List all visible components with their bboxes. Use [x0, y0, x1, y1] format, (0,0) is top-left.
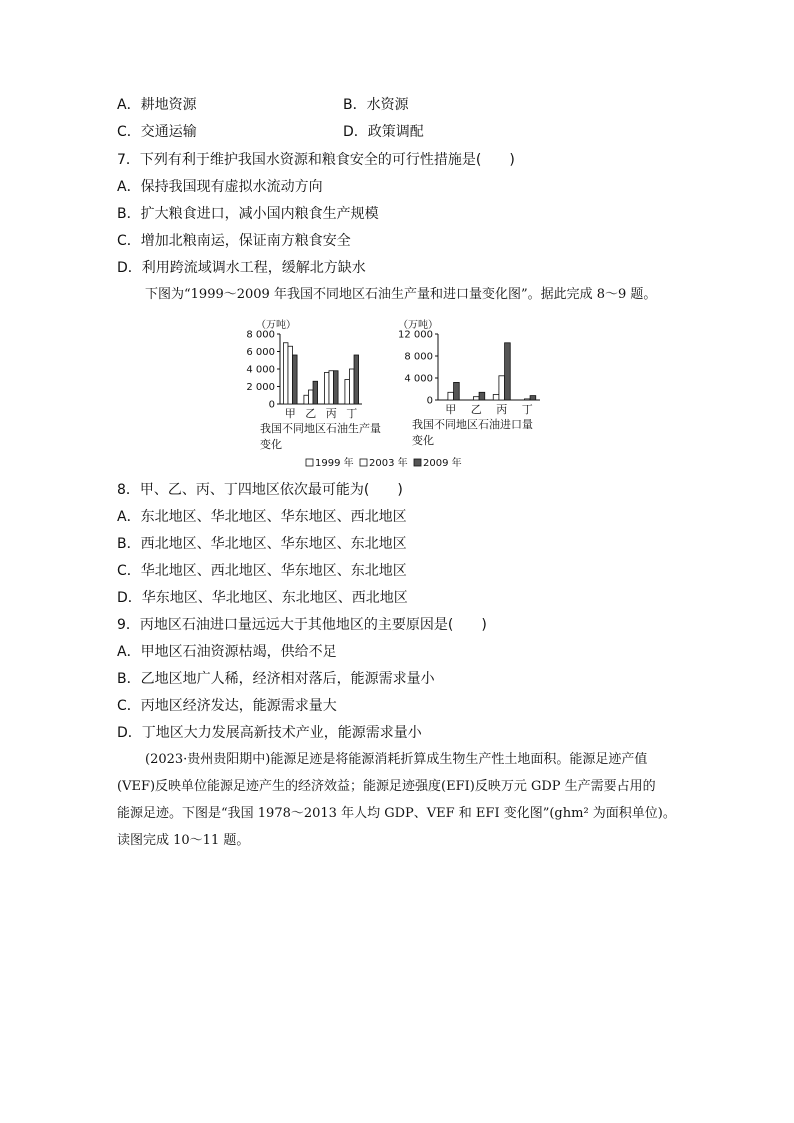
y-unit-label: （万吨）: [398, 320, 438, 331]
bar: [454, 382, 460, 400]
import-chart: [398, 318, 540, 447]
bar: [493, 395, 499, 401]
x-tick-label: 甲: [284, 407, 296, 420]
bar: [479, 392, 485, 400]
x-tick-label: 丙: [325, 407, 337, 420]
x-tick-label: 甲: [445, 403, 457, 416]
x-tick-label: 丙: [496, 403, 508, 416]
bar: [448, 392, 454, 400]
chart-figure: [240, 312, 560, 472]
x-tick-label: 乙: [470, 403, 482, 416]
q7-option-d: D．利用跨流域调水工程，缓解北方缺水: [117, 260, 366, 276]
x-tick-label: 乙: [305, 407, 317, 420]
bar: [313, 381, 318, 404]
q6-option-d: D．政策调配: [343, 124, 424, 140]
bar: [324, 373, 329, 405]
bar: [334, 371, 339, 404]
q6-option-b: B．水资源: [343, 97, 409, 113]
bar: [329, 371, 334, 404]
bar: [524, 399, 530, 400]
y-tick-label: 4 000: [404, 373, 433, 385]
bar: [473, 397, 479, 400]
intro-8-9: 下图为“1999～2009 年我国不同地区石油生产量和进口量变化图”。据此完成 8～9 题。: [145, 287, 657, 302]
y-tick-label: 4 000: [246, 364, 275, 376]
q8-option-d: D．华东地区、华北地区、东北地区、西北地区: [117, 590, 408, 606]
x-tick-label: 丁: [346, 407, 358, 420]
q7-option-c: C．增加北粮南运，保证南方粮食安全: [117, 233, 351, 249]
intro-10-11-line2: (VEF)反映单位能源足迹产生的经济效益；能源足迹强度(EFI)反映万元 GDP 生产需要占用的: [117, 779, 656, 794]
y-tick-label: 8 000: [404, 351, 433, 363]
bar: [293, 355, 298, 404]
bar: [349, 369, 354, 404]
production-chart: [246, 318, 381, 451]
intro-10-11-line1: (2023·贵州贵阳期中)能源足迹是将能源消耗折算成生物生产性土地面积。能源足迹产值: [145, 752, 648, 767]
chart-title-line1: 我国不同地区石油进口量: [412, 418, 533, 431]
q8-stem: 8．甲、乙、丙、丁四地区依次最可能为( ): [117, 482, 403, 498]
y-tick-label: 8 000: [246, 329, 275, 341]
intro-10-11-line4: 读图完成 10～11 题。: [117, 833, 250, 848]
legend-swatch: [414, 459, 421, 466]
y-tick-label: 0: [268, 399, 275, 411]
chart-title-line1: 我国不同地区石油生产量: [260, 422, 381, 435]
x-tick-label: 丁: [521, 403, 533, 416]
bar: [288, 346, 293, 404]
bar: [354, 355, 359, 404]
legend-swatch: [360, 459, 367, 466]
intro-10-11-line3: 能源足迹。下图是“我国 1978～2013 年人均 GDP、VEF 和 EFI 变化图”(ghm² 为面积单位)。: [117, 806, 676, 821]
legend-swatch: [306, 459, 313, 466]
q6-option-c: C．交通运输: [117, 124, 197, 140]
bar: [530, 396, 536, 400]
y-unit-label: （万吨）: [256, 320, 296, 331]
q8-option-a: A．东北地区、华北地区、华东地区、西北地区: [117, 509, 407, 525]
legend-label: 1999 年: [315, 458, 354, 469]
q7-stem: 7．下列有利于维护我国水资源和粮食安全的可行性措施是( ): [117, 152, 515, 168]
q9-option-a: A．甲地区石油资源枯竭，供给不足: [117, 644, 337, 660]
chart-svg: [240, 312, 560, 472]
bar: [345, 380, 350, 405]
bar: [308, 390, 313, 404]
bar: [304, 395, 309, 404]
q8-option-c: C．华北地区、西北地区、华东地区、东北地区: [117, 563, 407, 579]
chart-title-line2: 变化: [412, 434, 434, 447]
legend-label: 2009 年: [423, 458, 462, 469]
q7-option-a: A．保持我国现有虚拟水流动方向: [117, 179, 323, 195]
chart-title-line2: 变化: [260, 438, 282, 451]
q9-stem: 9．丙地区石油进口量远远大于其他地区的主要原因是( ): [117, 617, 487, 633]
bar: [505, 343, 511, 400]
chart-legend: [306, 456, 462, 469]
q7-option-b: B．扩大粮食进口，减小国内粮食生产规模: [117, 206, 379, 222]
q8-option-b: B．西北地区、华北地区、华东地区、东北地区: [117, 536, 407, 552]
legend-label: 2003 年: [369, 458, 408, 469]
q9-option-d: D．丁地区大力发展高新技术产业，能源需求量小: [117, 725, 422, 741]
q6-option-a: A．耕地资源: [117, 97, 197, 113]
bar: [283, 343, 288, 404]
q9-option-c: C．丙地区经济发达，能源需求量大: [117, 698, 337, 714]
y-tick-label: 0: [426, 395, 433, 407]
bar: [499, 376, 505, 400]
q9-option-b: B．乙地区地广人稀，经济相对落后，能源需求量小: [117, 671, 435, 687]
y-tick-label: 2 000: [246, 382, 275, 393]
y-tick-label: 12 000: [398, 329, 433, 341]
y-tick-label: 6 000: [246, 347, 275, 358]
